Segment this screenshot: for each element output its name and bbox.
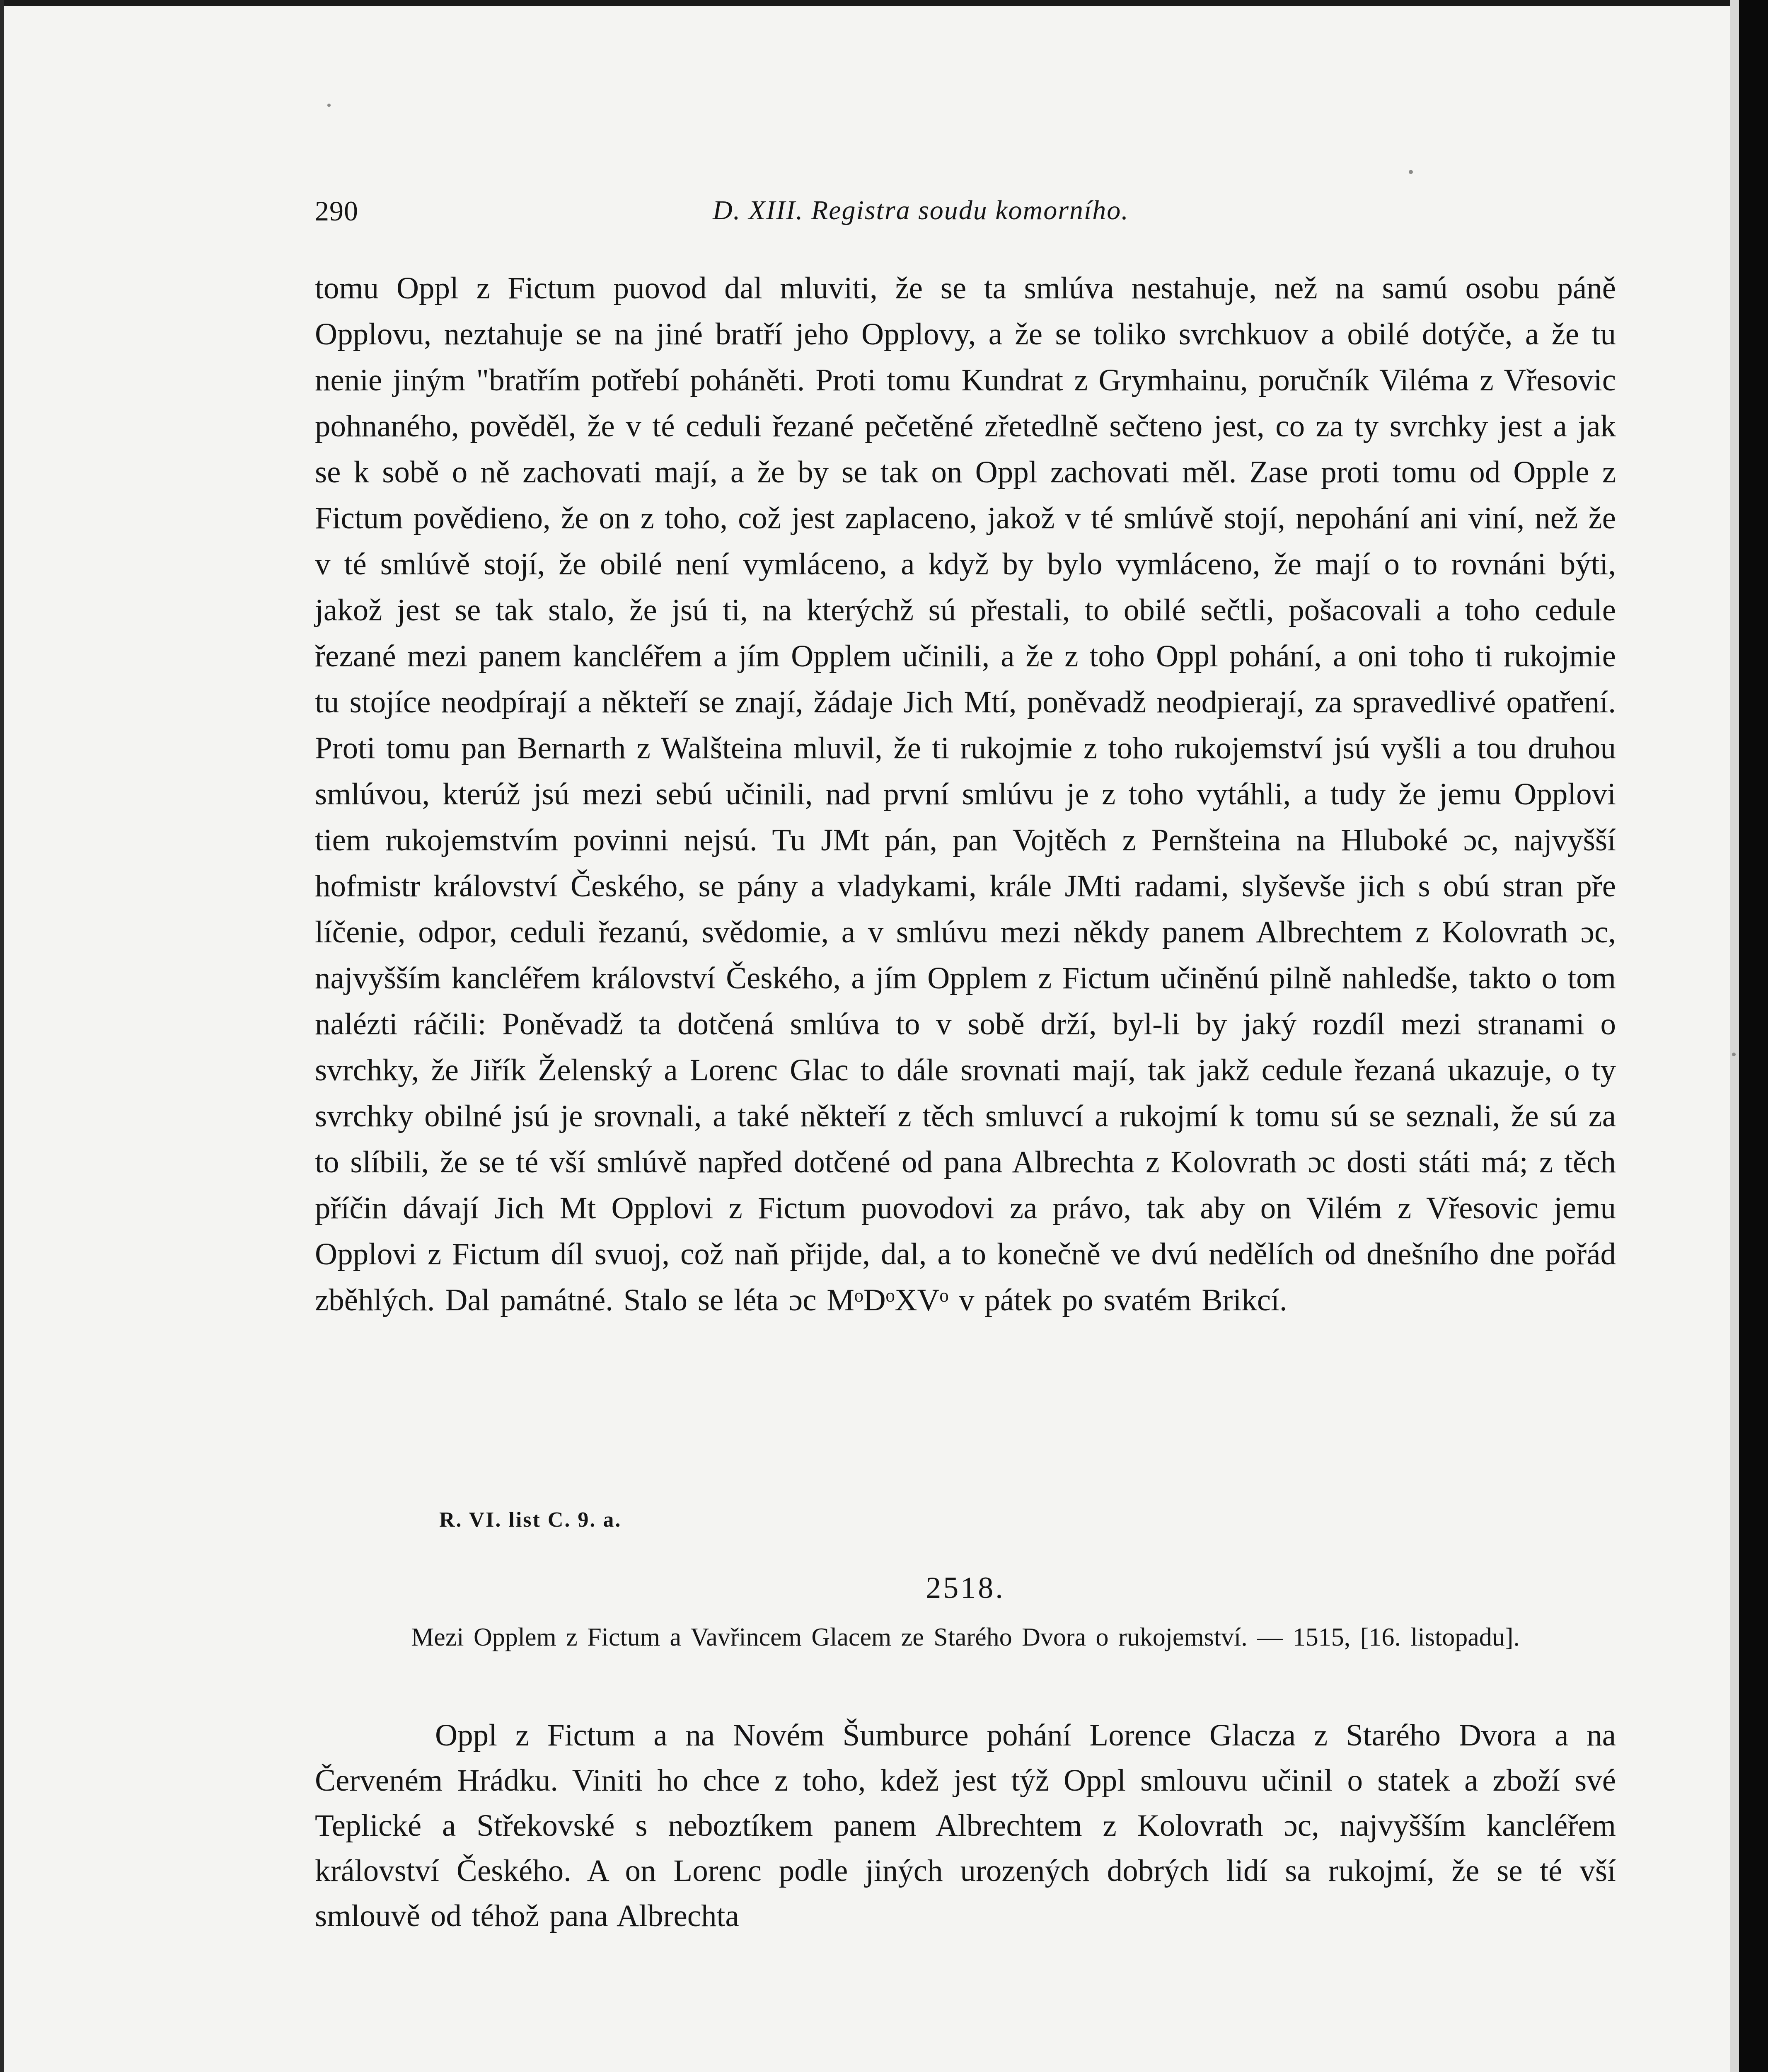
scan-border-right <box>1739 0 1768 2072</box>
continuation-section <box>315 265 1616 1323</box>
scan-border-left <box>0 0 4 2072</box>
entry-summary: Mezi Opplem z Fictum a Vavřincem Glacem ze Starého Dvora o rukojemství. — 1515, [16. listopadu]. <box>411 1623 1520 1651</box>
scan-speck <box>327 104 331 107</box>
entry-paragraph: Oppl z Fictum a na Novém Šumburce pohání Lorence Glacza z Starého Dvora a na Červeném Hrádku. Viniti ho chce z toho, kdež jest týž Oppl smlouvu učinil o statek a zboží své Teplické a Střekovské s neboztíkem panem Albrechtem z Kolovrath ɔc, najvyšším kancléřem království Českého. A on Lorenc podle jiných urozených dobrých lidí sa rukojmí, že se té vší smlouvě od téhož pana Albrechta <box>315 1718 1616 1933</box>
scan-speck <box>1409 170 1413 174</box>
source-reference: R. VI. list C. 9. a. <box>439 1508 622 1532</box>
page-header <box>315 195 1616 232</box>
continuation-paragraph: tomu Oppl z Fictum puovod dal mluviti, že se ta smlúva nestahuje, než na samú osobu páně Opplovu, neztahuje se na jiné bratří jeho Opplovy, a že se toliko svrchkuov a obilé dotýče, a že tu nenie jiným "bratřím potřebí poháněti. Proti tomu Kundrat z Grymhainu, poručník Viléma z Vřesovic pohnaného, pověděl, že v té ceduli řezané pečetěné zřetedlně sečteno jest, co za ty svrchky jest a jak se k sobě o ně zachovati mají, a že by se tak on Oppl zachovati měl. Zase proti tomu od Opple z Fictum povědieno, že on z toho, což jest zaplaceno, jakož v té smlúvě stojí, nepohání ani viní, než že v té smlúvě stojí, že obilé není vymláceno, a když by bylo vymláceno, že mají o to rovnáni býti, jakož jest se tak stalo, že jsú ti, na kterýchž sú přestali, to obilé sečtli, pošacovali a toho cedule řezané mezi panem kancléřem a jím Opplem učinili, a že z toho Oppl pohání, a oni toho ti rukojmie tu stojíce neodpírají a někteří se znají, žádaje Jich Mtí, poněvadž neodpierají, za spravedlivé opatření. Proti tomu pan Bernarth z Walšteina mluvil, že ti rukojmie z toho rukojemství jsú vyšli a tou druhou smlúvou, kterúž jsú mezi sebú učinili, nad první smlúvu je z toho vytáhli, a tudy že jemu Opplovi tiem rukojemstvím povinni nejsú. Tu JMt pán, pan Vojtěch z Pernšteina na Hluboké ɔc, najvyšší hofmistr království Českého, se pány a vladykami, krále JMti radami, slyševše jich s obú stran pře líčenie, odpor, ceduli řezanú, svědomie, a v smlúvu mezi někdy panem Albrechtem z Kolovrath ɔc, najvyšším kancléřem království Českého, a jím Opplem z Fictum učiněnú pilně nahledše, takto o tom nalézti ráčili: Poněvadž ta dotčená smlúva to v sobě drží, byl-li by jaký rozdíl mezi stranami o svrchky, že Jiřík Želenský a Lorenc Glac to dále srovnati mají, tak jakž cedule řezaná ukazuje, o ty svrchky obilné jsú je srovnali, a také někteří z těch smluvcí a rukojmí k tomu sú se seznali, že sú za to slíbili, že se té vší smlúvě napřed dotčené od pana Albrechta z Kolovrath ɔc dosti státi má; z těch příčin dávají Jich Mt Opplovi z Fictum puovodovi za právo, tak aby on Vilém z Vřesovic jemu Opplovi z Fictum díl svuoj, což naň přijde, dal, a to konečně ve dvú nedělích od dnešního dne pořád zběhlých. Dal památné. Stalo se léta ɔc MᵒDᵒXVᵒ v pátek po svatém Brikcí. <box>315 271 1616 1317</box>
running-title: D. XIII. Registra soudu komorního. <box>713 195 1129 225</box>
scan-speck <box>1732 1053 1736 1056</box>
entry-section <box>315 1713 1616 1939</box>
scan-border-top <box>0 0 1768 6</box>
entry-number: 2518. <box>926 1571 1005 1605</box>
scan-border-shadow <box>1730 0 1739 2072</box>
page-number: 290 <box>315 195 358 227</box>
